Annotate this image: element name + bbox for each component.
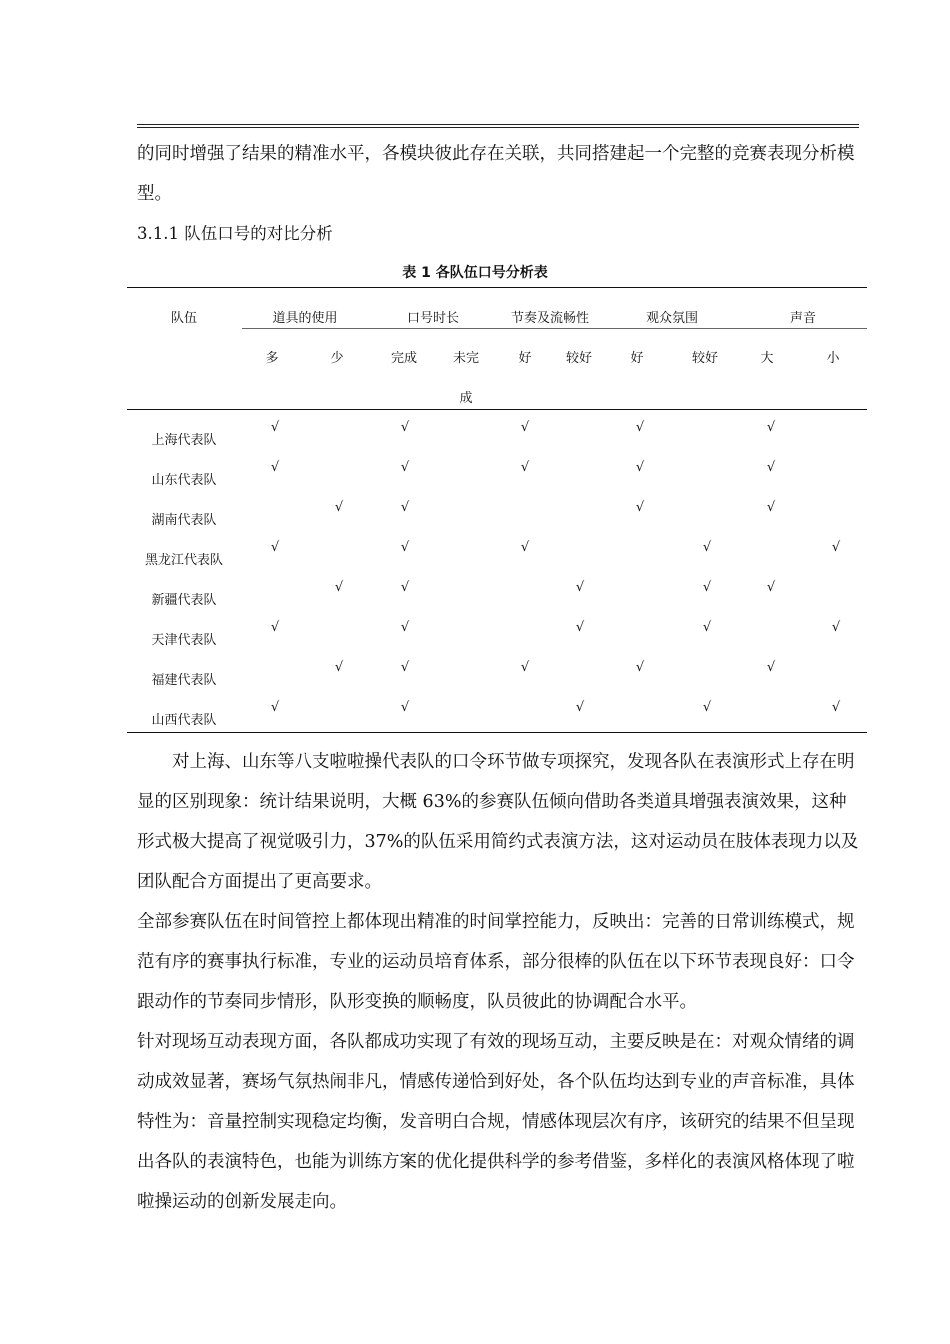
intro-paragraph	[137, 134, 859, 214]
check-mark: √	[766, 580, 776, 595]
group-header: 声音	[789, 311, 817, 326]
check-mark: √	[334, 500, 344, 515]
subheader: 少	[330, 351, 344, 366]
intro-text: 的同时增强了结果的精准水平，各模块彼此存在关联，共同搭建起一个完整的竞赛表现分析模型。	[137, 144, 855, 204]
table-group-rule	[242, 328, 867, 329]
check-mark: √	[270, 420, 280, 435]
team-name: 山西代表队	[151, 713, 217, 728]
body-paragraphs	[137, 742, 859, 1222]
check-mark: √	[766, 420, 776, 435]
subheader: 好	[630, 351, 644, 366]
check-mark: √	[766, 660, 776, 675]
check-mark: √	[400, 500, 410, 515]
team-name: 天津代表队	[151, 633, 217, 648]
team-name: 山东代表队	[151, 473, 217, 488]
check-mark: √	[831, 620, 841, 635]
check-mark: √	[334, 660, 344, 675]
subheader: 好	[518, 351, 532, 366]
table-header-rule	[127, 409, 867, 410]
team-name: 上海代表队	[151, 433, 217, 448]
check-mark: √	[831, 540, 841, 555]
group-header: 道具的使用	[272, 311, 338, 326]
check-mark: √	[635, 500, 645, 515]
check-mark: √	[400, 660, 410, 675]
table-bottom-rule	[127, 732, 867, 733]
check-mark: √	[400, 700, 410, 715]
subheader: 未完	[452, 351, 480, 366]
team-name: 新疆代表队	[151, 593, 217, 608]
subheader: 完成	[390, 351, 418, 366]
check-mark: √	[270, 460, 280, 475]
check-mark: √	[766, 460, 776, 475]
group-header: 观众氛围	[645, 311, 699, 326]
check-mark: √	[635, 460, 645, 475]
check-mark: √	[334, 580, 344, 595]
check-mark: √	[702, 540, 712, 555]
section-heading: 3.1.1 队伍口号的对比分析	[137, 224, 333, 243]
check-mark: √	[400, 580, 410, 595]
check-mark: √	[831, 700, 841, 715]
check-mark: √	[520, 420, 530, 435]
group-header: 口号时长	[406, 311, 460, 326]
check-mark: √	[575, 620, 585, 635]
table-top-rule	[127, 287, 867, 288]
check-mark: √	[702, 580, 712, 595]
subheader: 小	[826, 351, 840, 366]
check-mark: √	[400, 460, 410, 475]
group-header: 节奏及流畅性	[510, 311, 590, 326]
check-mark: √	[270, 700, 280, 715]
check-mark: √	[520, 540, 530, 555]
paragraph: 全部参赛队伍在时间管控上都体现出精准的时间掌控能力，反映出：完善的日常训练模式，规范有序的赛事执行标准，专业的运动员培育体系，部分很棒的队伍在以下环节表现良好：口令跟动作的节奏同步情形，队形变换的顺畅度，队员彼此的协调配合水平。	[137, 912, 855, 1012]
subheader: 多	[265, 351, 279, 366]
check-mark: √	[520, 460, 530, 475]
check-mark: √	[575, 700, 585, 715]
check-mark: √	[400, 620, 410, 635]
team-name: 黑龙江代表队	[144, 553, 223, 568]
header-rule-bottom	[137, 127, 859, 128]
paragraph: 对上海、山东等八支啦啦操代表队的口令环节做专项探究，发现各队在表演形式上存在明显的区别现象：统计结果说明，大概 63%的参赛队伍倾向借助各类道具增强表演效果，这种形式极大提高了视觉吸引力，37%的队伍采用简约式表演方法，这对运动员在肢体表现力以及团队配合方面提出了更高要求。	[137, 752, 859, 892]
team-name: 福建代表队	[151, 673, 217, 688]
subheader: 大	[760, 351, 774, 366]
check-mark: √	[575, 580, 585, 595]
check-mark: √	[702, 620, 712, 635]
check-mark: √	[270, 620, 280, 635]
check-mark: √	[400, 420, 410, 435]
subheader-wrap: 成	[459, 391, 473, 406]
subheader: 较好	[565, 351, 593, 366]
check-mark: √	[766, 500, 776, 515]
check-mark: √	[635, 660, 645, 675]
check-mark: √	[270, 540, 280, 555]
check-mark: √	[400, 540, 410, 555]
subheader: 较好	[691, 351, 719, 366]
check-mark: √	[520, 660, 530, 675]
header-rule-top	[137, 124, 859, 125]
team-name: 湖南代表队	[151, 513, 217, 528]
check-mark: √	[635, 420, 645, 435]
paragraph: 针对现场互动表现方面，各队都成功实现了有效的现场互动，主要反映是在：对观众情绪的调动成效显著，赛场气氛热闹非凡，情感传递恰到好处，各个队伍均达到专业的声音标准，具体特性为：音量控制实现稳定均衡，发音明白合规，情感体现层次有序，该研究的结果不但呈现出各队的表演特色，也能为训练方案的优化提供科学的参考借鉴，多样化的表演风格体现了啦啦操运动的创新发展走向。	[137, 1032, 855, 1212]
check-mark: √	[702, 700, 712, 715]
table-title: 表 1 各队伍口号分析表	[402, 265, 548, 281]
team-header: 队伍	[170, 311, 197, 326]
